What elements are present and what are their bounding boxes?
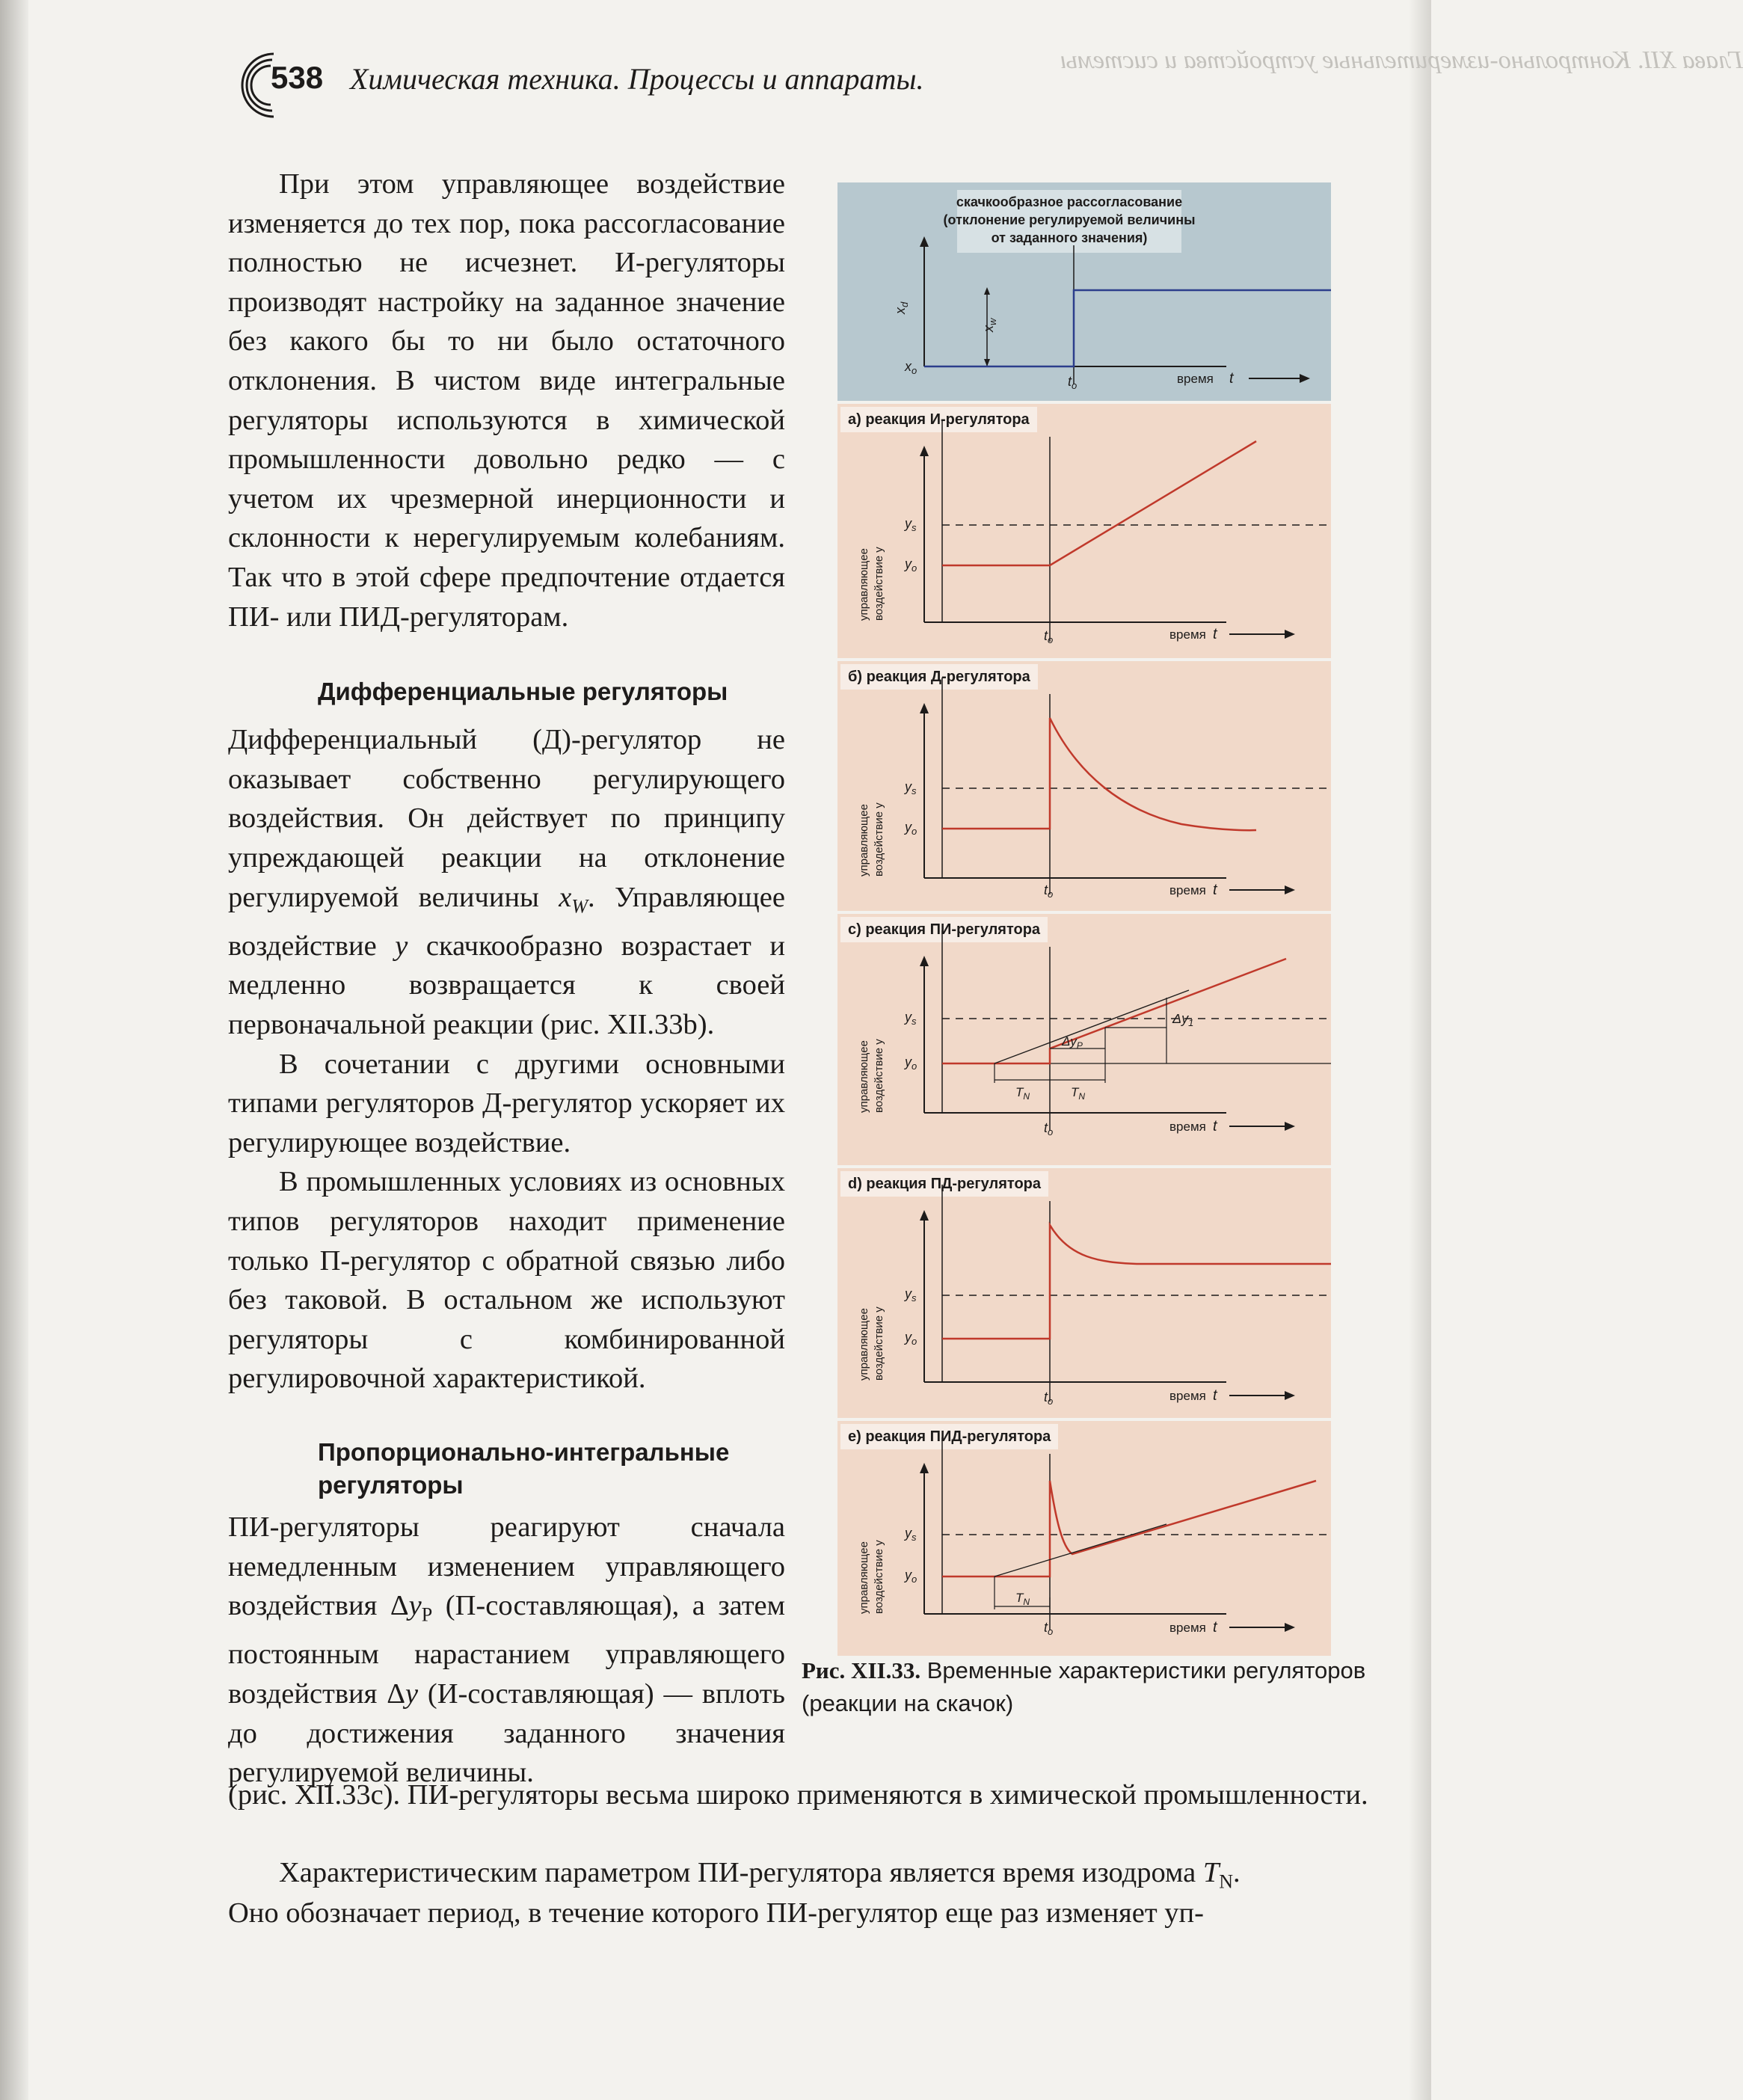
page-number: 538 [271, 60, 324, 95]
svg-text:to: $t_o$ [1044, 1620, 1054, 1637]
paragraph-pi: ПИ-регуляторы реагируют сначала немедленным изменением управляющего воздействия $\Delta y_P$ (П-составляющая), а затем постоянным нарастанием управляющего воздействия Δy (И-составляющая) — вплоть до достижения заданного значения регулируемой величины. [228, 1511, 785, 1789]
panel-title-a: а) реакция И-регулятора [840, 407, 1037, 432]
svg-text:to: $t_o$ [1044, 1390, 1054, 1407]
svg-text:ys: $y_s$ [905, 1526, 917, 1543]
paragraph-isodrome: Характеристическим параметром ПИ-регулятора является время изодрома $T_N$. [279, 1857, 1241, 1893]
page-header [238, 43, 1743, 126]
svg-text:yo: $y_o$ [905, 1568, 917, 1585]
svg-text:TN: $T_N$ [1015, 1085, 1030, 1102]
step-title-line-1: скачкообразное рассогласование [956, 194, 1183, 209]
bleed-through-title: Глава XII. Контрольно-измерительные устройства и системы [1060, 46, 1743, 74]
panel-i-controller [837, 404, 1331, 658]
svg-text:Δy1: $\Delta y_1$ [1172, 1011, 1194, 1028]
step-title-line-3: от заданного значения) [991, 230, 1148, 245]
xw-label: $x_w$ [981, 318, 998, 332]
svg-text:управляющее: управляющее [858, 1308, 870, 1381]
svg-text:to: $t_o$ [1044, 1120, 1054, 1138]
section-title-pi: Пропорционально-интегральные регуляторы [318, 1437, 730, 1499]
running-title: Химическая техника. Процессы и аппараты. [350, 62, 924, 96]
svg-text:время: время [1169, 627, 1206, 642]
panel-pid-controller [837, 1421, 1331, 1656]
svg-text:управляющее: управляющее [858, 1541, 870, 1614]
section-title-differential: Дифференциальные регуляторы [318, 678, 728, 706]
step-disturbance-plot [837, 182, 1331, 401]
panel-pi-controller [837, 914, 1331, 1165]
svg-text:t: t [1213, 882, 1217, 898]
x0-label: $x_o$ [905, 359, 917, 376]
paragraph-differential: Дифференциальный (Д)-регулятор не оказывает собственно регулирующего воздействия. Он действует по принципу упреждающей реакции на отклонение регулируемой величины $x_W$. Управляющее воздействие y скачкообразно возрастает и медленно возвращается к своей первоначальной реакции (рис. XII.33b). [228, 724, 785, 1040]
panel-step-disturbance [837, 182, 1331, 401]
svg-text:TN: $T_N$ [1015, 1591, 1030, 1607]
svg-text:воздействие y: воздействие y [873, 1307, 885, 1381]
panel-title-c: с) реакция ПИ-регулятора [840, 917, 1048, 942]
svg-text:yo: $y_o$ [905, 556, 917, 574]
svg-text:yo: $y_o$ [905, 1330, 917, 1347]
svg-text:t: t [1213, 1118, 1217, 1135]
paragraph-combination: В сочетании с другими основными типами регуляторов Д-регулятор ускоряет их регулирующее воздействие. [228, 1048, 785, 1158]
svg-text:время: время [1169, 1389, 1206, 1403]
paragraph-isodrome-cont: Оно обозначает период, в течение которого ПИ-регулятор еще раз изменяет уп- [228, 1897, 1204, 1929]
xd-label: $x_d$ [893, 301, 910, 314]
svg-text:t: t [1213, 1387, 1217, 1404]
paragraph-industrial: В промышленных условиях из основных типов регуляторов находит применение только П-регулятор с обратной связью либо без таковой. В остальном же используют регуляторы с комбинированной регулировочной характеристикой. [228, 1166, 785, 1395]
svg-text:yo: $y_o$ [905, 820, 917, 837]
svg-text:ΔyP: $\Delta y_P$ [1062, 1034, 1083, 1051]
svg-text:yo: $y_o$ [905, 1054, 917, 1072]
svg-text:управляющее: управляющее [858, 1040, 870, 1113]
paragraph-integral: При этом управляющее воздействие изменяется до тех пор, пока рассогласование полностью не исчезнет. И-регуляторы производят настройку на заданное значение без какого бы то ни было остаточного отклонения. В чистом виде интегральные регуляторы используются в химической промышленности довольно редко — с учетом их чрезмерной инерционности и склонности к нерегулируемым колебаниям. Так что в этой сфере предпочтение отдается ПИ- или ПИД-регуляторам. [228, 168, 785, 633]
time-label: время [1177, 372, 1214, 386]
svg-text:to: $t_o$ [1044, 628, 1054, 645]
svg-text:ys: $y_s$ [905, 1286, 917, 1304]
svg-text:время: время [1169, 1120, 1206, 1134]
panel-d-controller [837, 661, 1331, 911]
svg-text:t: t [1213, 626, 1217, 642]
paragraph-pi-end: (рис. XII.33c). ПИ-регуляторы весьма широко применяются в химической промышленности. [228, 1779, 1368, 1811]
svg-text:время: время [1169, 1621, 1206, 1635]
pd-controller-plot [837, 1168, 1331, 1418]
svg-text:воздействие y: воздействие y [873, 1039, 885, 1113]
i-controller-plot [837, 404, 1331, 658]
panel-title-b: б) реакция Д-регулятора [840, 664, 1038, 690]
svg-text:to: $t_o$ [1044, 882, 1054, 900]
text-column-left [228, 165, 785, 1793]
figure-caption: Рис. XII.33. Временные характеристики регуляторов (реакции на скачок) [802, 1657, 1366, 1716]
panel-title-e: е) реакция ПИД-регулятора [840, 1424, 1058, 1449]
page-edge [1409, 0, 1431, 2100]
t0-label: $t_o$ [1068, 374, 1078, 391]
svg-text:TN: $T_N$ [1071, 1085, 1086, 1102]
svg-text:t: t [1213, 1619, 1217, 1636]
page-gutter-shadow [0, 0, 28, 2100]
svg-text:ys: $y_s$ [905, 1010, 917, 1027]
svg-text:управляющее: управляющее [858, 804, 870, 876]
svg-text:управляющее: управляющее [858, 548, 870, 621]
svg-text:ys: $y_s$ [905, 516, 917, 533]
panel-title-d: d) реакция ПД-регулятора [840, 1171, 1048, 1197]
svg-text:время: время [1169, 883, 1206, 897]
d-controller-plot [837, 661, 1331, 911]
pi-controller-plot [837, 914, 1331, 1165]
step-title-line-2: (отклонение регулируемой величины [943, 212, 1196, 227]
svg-text:ys: $y_s$ [905, 779, 917, 796]
svg-text:воздействие y: воздействие y [873, 802, 885, 876]
figure-xii-33 [837, 182, 1331, 1678]
pid-controller-plot [837, 1421, 1331, 1656]
panel-pd-controller [837, 1168, 1331, 1418]
t-label: t [1229, 370, 1234, 387]
svg-text:воздействие y: воздействие y [873, 547, 885, 621]
svg-text:воздействие y: воздействие y [873, 1540, 885, 1614]
